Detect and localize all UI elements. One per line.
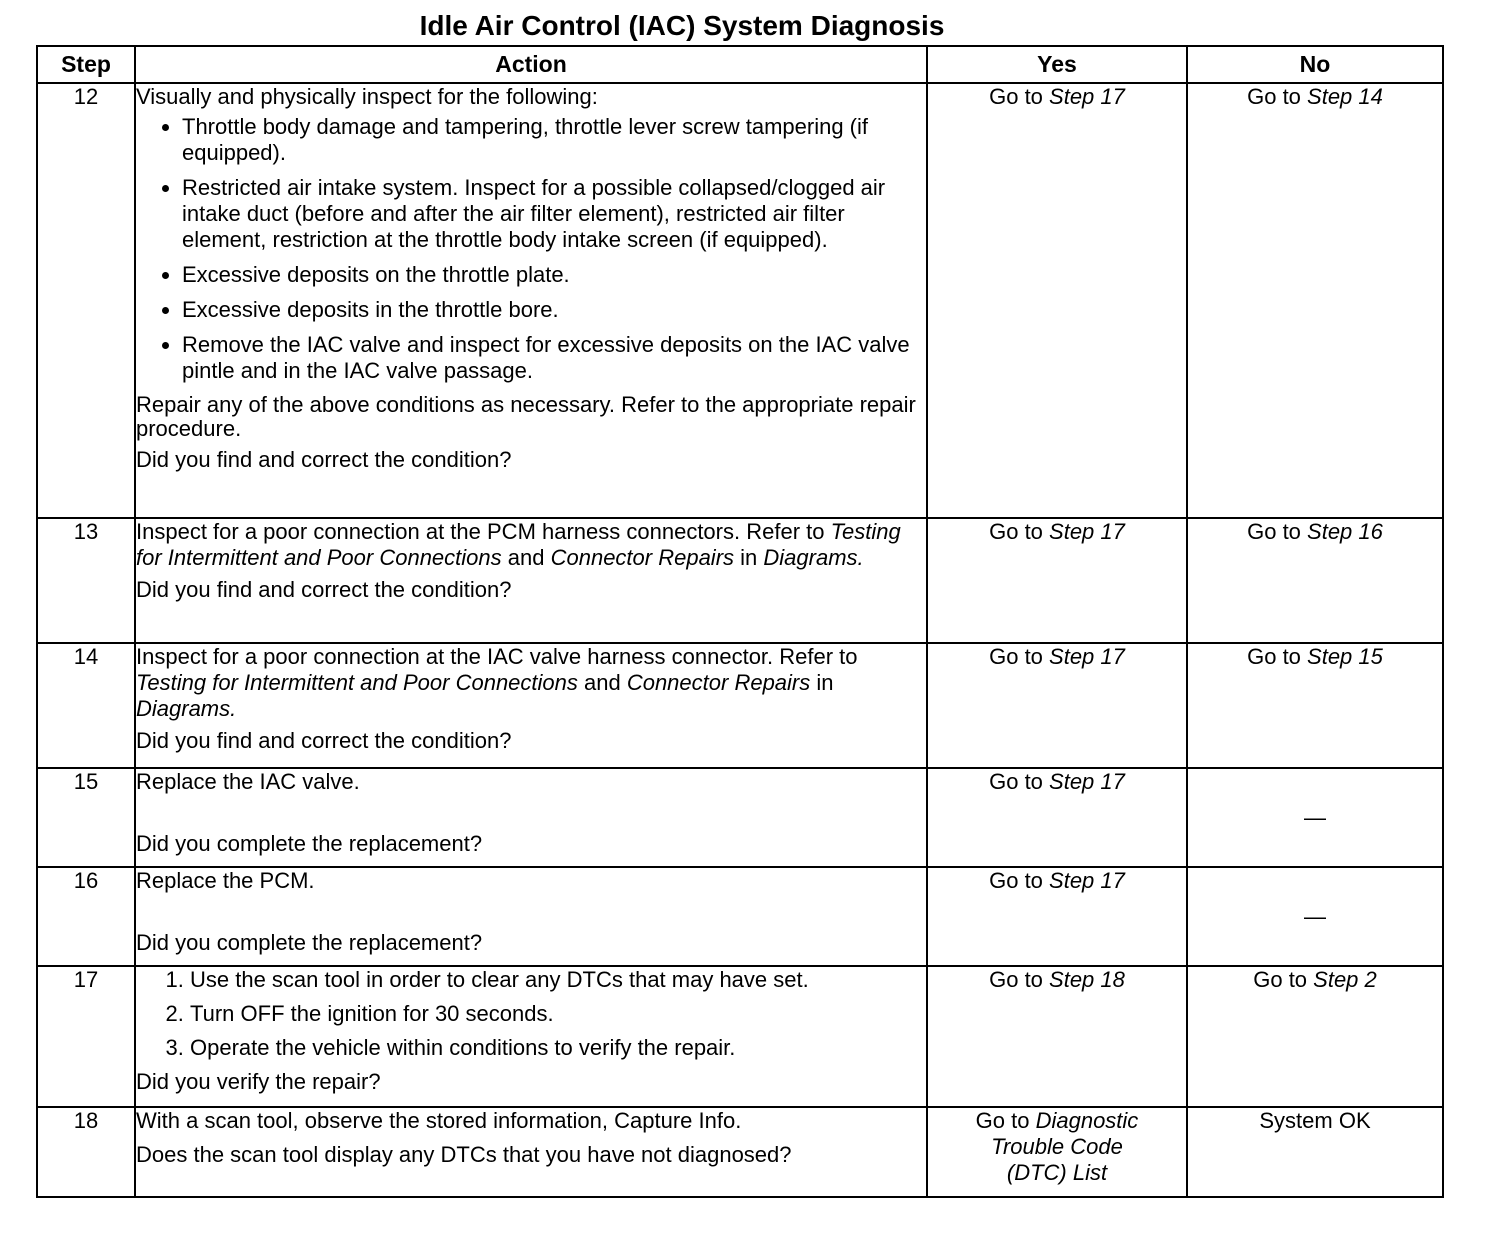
list-item: • Restricted air intake system. Inspect for a possible collapsed/clogged air intake duct (before and after the air filter element), restricted air filter element, restriction at the throttle body intake screen (if equipped). <box>182 175 926 253</box>
numbered-list <box>136 967 926 1061</box>
action-cell <box>135 768 927 867</box>
action-text-part: in <box>810 670 834 695</box>
yes-cell <box>927 83 1187 518</box>
yes-cell <box>927 1107 1187 1197</box>
action-text <box>136 519 926 571</box>
header-yes: Yes <box>927 46 1187 83</box>
header-no: No <box>1187 46 1443 83</box>
list-item: • Throttle body damage and tampering, throttle lever screw tampering (if equipped). <box>182 114 926 166</box>
table-row <box>37 768 1443 867</box>
action-cell <box>135 1107 927 1197</box>
table-row <box>37 643 1443 768</box>
page-title: Idle Air Control (IAC) System Diagnosis <box>419 10 945 41</box>
action-intro: Visually and physically inspect for the following: <box>136 84 598 109</box>
table-row <box>37 518 1443 643</box>
no-cell <box>1187 966 1443 1107</box>
action-text: With a scan tool, observe the stored information, Capture Info. <box>136 1108 742 1133</box>
step-number: 16 <box>37 867 135 966</box>
list-item: 1. Use the scan tool in order to clear any DTCs that may have set. <box>190 967 926 993</box>
yes-prefix: Go to <box>989 868 1050 893</box>
action-cell <box>135 867 927 966</box>
reference-link[interactable]: Testing for Intermittent and Poor Connections <box>136 670 578 695</box>
no-cell: — <box>1187 768 1443 867</box>
no-step-link[interactable]: Step 2 <box>1313 967 1377 992</box>
table-row <box>37 1107 1443 1197</box>
step-number: 13 <box>37 518 135 643</box>
no-cell: — <box>1187 867 1443 966</box>
yes-cell <box>927 867 1187 966</box>
yes-step-link[interactable]: Step 17 <box>1049 868 1125 893</box>
action-question: Does the scan tool display any DTCs that you have not diagnosed? <box>136 1142 792 1167</box>
yes-prefix: Go to <box>989 519 1050 544</box>
action-cell <box>135 966 927 1107</box>
reference-link[interactable]: Connector Repairs <box>550 545 735 570</box>
yes-cell <box>927 518 1187 643</box>
list-item: 3. Operate the vehicle within conditions to verify the repair. <box>190 1035 926 1061</box>
action-text-part: in <box>734 545 764 570</box>
yes-step-link[interactable]: Step 17 <box>1049 644 1125 669</box>
action-question: Did you find and correct the condition? <box>136 577 512 602</box>
action-question: Did you find and correct the condition? <box>136 447 512 472</box>
yes-step-link[interactable]: Step 17 <box>1049 769 1125 794</box>
step-number: 17 <box>37 966 135 1107</box>
action-question: Did you complete the replacement? <box>136 930 483 955</box>
step-number: 15 <box>37 768 135 867</box>
no-cell: System OK <box>1187 1107 1443 1197</box>
action-cell <box>135 83 927 518</box>
yes-prefix: Go to <box>989 769 1050 794</box>
no-prefix: Go to <box>1253 967 1314 992</box>
action-cell <box>135 518 927 643</box>
no-cell <box>1187 643 1443 768</box>
reference-link[interactable]: Diagrams. <box>763 545 864 570</box>
table-row <box>37 83 1443 518</box>
yes-cell <box>927 768 1187 867</box>
step-number: 12 <box>37 83 135 518</box>
yes-prefix: Go to <box>989 644 1050 669</box>
action-text-part: and <box>501 545 551 570</box>
bullet-list <box>136 114 926 384</box>
list-item: • Excessive deposits in the throttle bore. <box>182 297 926 323</box>
step-number: 14 <box>37 643 135 768</box>
header-action: Action <box>135 46 927 83</box>
table-row <box>37 966 1443 1107</box>
yes-step-link[interactable]: Step 17 <box>1049 84 1125 109</box>
action-question: Did you find and correct the condition? <box>136 728 512 753</box>
action-text: Replace the IAC valve. <box>136 769 360 794</box>
step-number: 18 <box>37 1107 135 1197</box>
no-step-link[interactable]: Step 16 <box>1307 519 1383 544</box>
no-cell <box>1187 518 1443 643</box>
action-text-part: and <box>577 670 627 695</box>
yes-cell <box>927 643 1187 768</box>
yes-prefix: Go to <box>989 84 1050 109</box>
list-item: • Remove the IAC valve and inspect for excessive deposits on the IAC valve pintle and in the IAC valve passage. <box>182 332 926 384</box>
no-prefix: Go to <box>1247 84 1308 109</box>
action-repair-note: Repair any of the above conditions as necessary. Refer to the appropriate repair procedure. <box>136 392 916 441</box>
yes-step-link[interactable]: Step 17 <box>1049 519 1125 544</box>
action-text: Replace the PCM. <box>136 868 315 893</box>
yes-step-link[interactable]: Step 18 <box>1049 967 1125 992</box>
action-question: Did you complete the replacement? <box>136 831 483 856</box>
list-item: • Excessive deposits on the throttle plate. <box>182 262 926 288</box>
header-step: Step <box>37 46 135 83</box>
table-row <box>37 867 1443 966</box>
no-prefix: Go to <box>1247 644 1308 669</box>
action-text <box>136 644 926 722</box>
yes-prefix: Go to <box>989 967 1050 992</box>
action-question: Did you verify the repair? <box>136 1069 381 1094</box>
reference-link[interactable]: Testing for Intermittent and Poor Connections <box>136 519 901 570</box>
diagnosis-table <box>36 45 1444 1198</box>
yes-cell <box>927 966 1187 1107</box>
no-prefix: Go to <box>1247 519 1308 544</box>
action-text-part: Inspect for a poor connection at the PCM harness connectors. Refer to <box>136 519 831 544</box>
yes-dtc-list-link[interactable]: Diagnostic Trouble Code (DTC) List <box>991 1108 1139 1185</box>
no-cell <box>1187 83 1443 518</box>
no-step-link[interactable]: Step 15 <box>1307 644 1383 669</box>
reference-link[interactable]: Connector Repairs <box>626 670 811 695</box>
no-step-link[interactable]: Step 14 <box>1307 84 1383 109</box>
action-text-part: Inspect for a poor connection at the IAC valve harness connector. Refer to <box>136 644 858 669</box>
action-cell <box>135 643 927 768</box>
table-header-row <box>37 46 1443 83</box>
yes-prefix: Go to <box>975 1108 1036 1133</box>
list-item: 2. Turn OFF the ignition for 30 seconds. <box>190 1001 926 1027</box>
reference-link[interactable]: Diagrams. <box>136 696 237 721</box>
